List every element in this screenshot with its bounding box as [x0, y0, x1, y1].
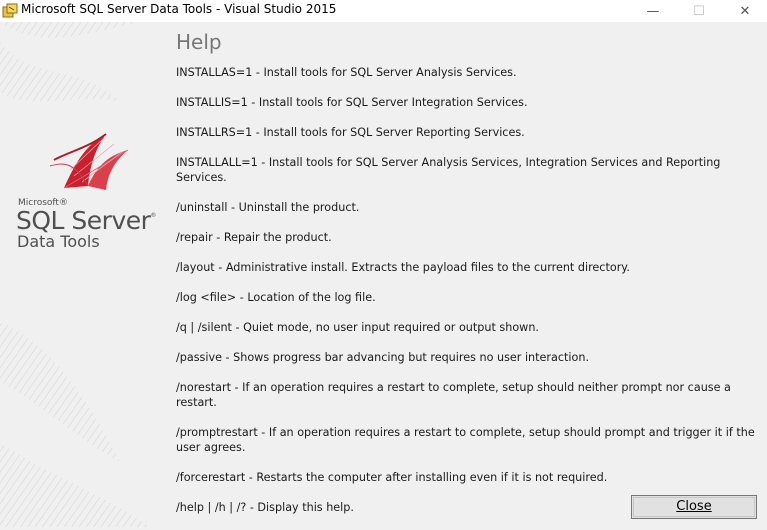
help-line: /uninstall - Uninstall the product. [176, 201, 360, 214]
minimize-button[interactable] [630, 0, 676, 22]
help-line: /norestart - If an operation requires a restart to complete, setup should neither prompt nor cause a restart. [176, 381, 731, 409]
maximize-icon: ☐ [693, 3, 705, 19]
close-button-label: Close [676, 499, 712, 514]
logo-product-text [16, 206, 156, 235]
help-line: INSTALLALL=1 - Install tools for SQL Server Analysis Services, Integration Services and Reporting Services. [176, 156, 721, 184]
close-icon: ✕ [739, 3, 751, 19]
help-line: /promptrestart - If an operation requires a restart to complete, setup should prompt and trigger it if the user agrees. [176, 426, 755, 454]
logo-product-name: SQL Server [16, 206, 151, 235]
help-content [176, 30, 756, 530]
help-line: /log <file> - Location of the log file. [176, 291, 376, 304]
close-window-button[interactable] [722, 0, 767, 22]
sql-server-logo [14, 126, 154, 276]
close-button[interactable] [631, 495, 757, 519]
page-title: Help [176, 30, 222, 54]
title-bar [0, 0, 767, 22]
logo-trademark: ® [150, 212, 156, 219]
help-line: /help | /h | /? - Display this help. [176, 501, 354, 514]
minimize-icon: — [646, 3, 660, 19]
help-line: /passive - Shows progress bar advancing but requires no user interaction. [176, 351, 590, 364]
logo-subtitle-text: Data Tools [17, 232, 100, 251]
sql-server-swirl-icon [44, 126, 134, 196]
window-title: Microsoft SQL Server Data Tools - Visual Studio 2015 [21, 2, 337, 16]
help-line: INSTALLIS=1 - Install tools for SQL Server Integration Services. [176, 96, 528, 109]
help-line: /repair - Repair the product. [176, 231, 332, 244]
help-line: INSTALLRS=1 - Install tools for SQL Server Reporting Services. [176, 126, 525, 139]
close-button-focus-border [633, 497, 755, 517]
logo-microsoft-text: Microsoft® [18, 198, 68, 208]
help-line: INSTALLAS=1 - Install tools for SQL Server Analysis Services. [176, 66, 517, 79]
app-icon [2, 3, 18, 19]
help-line: /layout - Administrative install. Extracts the payload files to the current directory. [176, 261, 630, 274]
help-line: /forcerestart - Restarts the computer after installing even if it is not required. [176, 471, 608, 484]
help-line: /q | /silent - Quiet mode, no user input required or output shown. [176, 321, 539, 334]
branding-panel [0, 22, 160, 527]
maximize-button[interactable] [676, 0, 722, 22]
